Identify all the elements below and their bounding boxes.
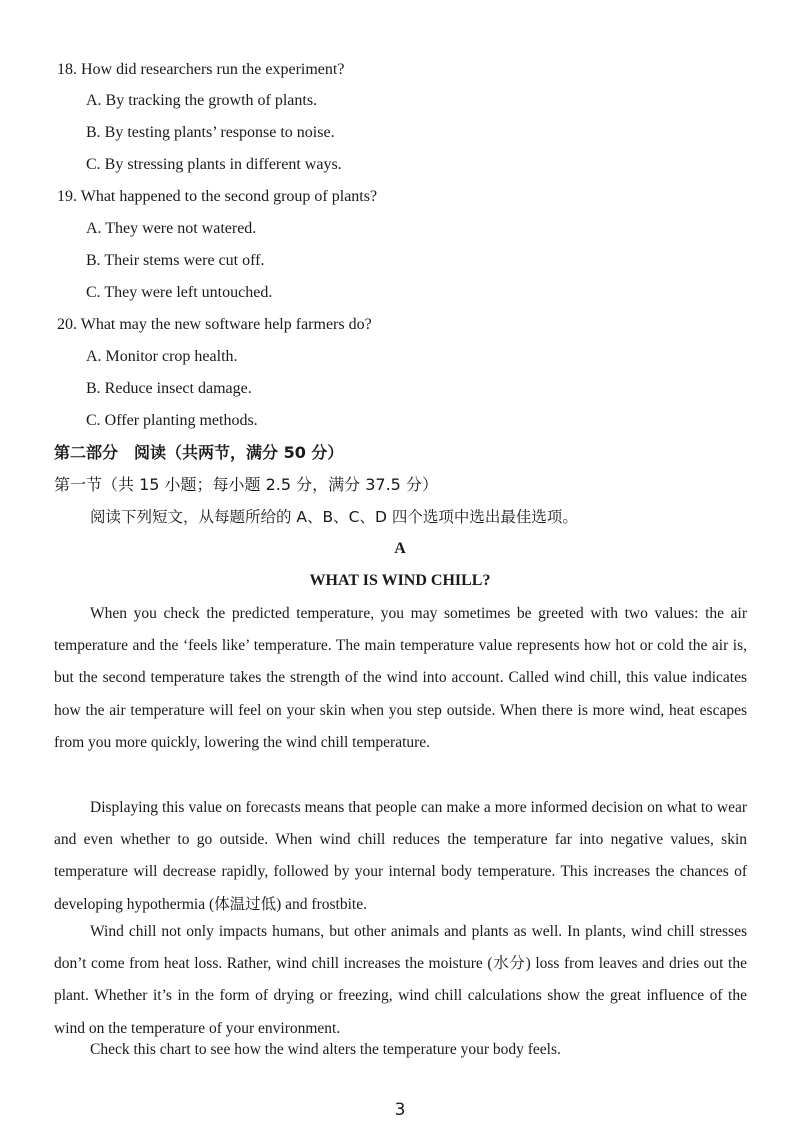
reading-instruction: 阅读下列短文，从每题所给的 A、B、C、D 四个选项中选出最佳选项。 — [90, 508, 578, 526]
passage-title: WHAT IS WIND CHILL? — [309, 572, 491, 589]
passage-paragraph-4: Check this chart to see how the wind alters the temperature your body feels. — [90, 1041, 561, 1058]
part-title: 第二部分 阅读（共两节，满分 50 分） — [54, 443, 344, 462]
passage-paragraph-2: Displaying this value on forecasts means that people can make a more informed decision on what to wear and even whether to go outside. When wind chill reduces the temperature far into negative values, skin temperature will decrease rapidly, followed by your internal body temperature. This increases the chances of developing hypothermia (体温过低) and frostbite. — [54, 799, 747, 913]
question-20-option-c: C. Offer planting methods. — [86, 412, 258, 429]
question-20-stem: 20. What may the new software help farmers do? — [57, 316, 372, 333]
question-19-option-a: A. They were not watered. — [86, 220, 257, 237]
question-18-option-b: B. By testing plants’ response to noise. — [86, 124, 335, 141]
question-19-option-b: B. Their stems were cut off. — [86, 252, 265, 269]
question-20-option-b: B. Reduce insect damage. — [86, 380, 252, 397]
question-18-option-c: C. By stressing plants in different ways. — [86, 156, 342, 173]
question-18-stem: 18. How did researchers run the experiment? — [57, 61, 345, 78]
passage-paragraph-1: When you check the predicted temperature, you may sometimes be greeted with two values: the air temperature and the ‘feels like’ temperature. The main temperature value represents how hot or cold the air is, but the second temperature takes the strength of the wind into account. Called wind chill, this value indicates how the air temperature will feel on your skin when you step outside. When there is more wind, heat escapes from you more quickly, lowering the wind chill temperature. — [54, 605, 747, 751]
subsection-title: 第一节（共 15 小题；每小题 2.5 分，满分 37.5 分） — [54, 475, 438, 494]
question-20-option-a: A. Monitor crop health. — [86, 348, 238, 365]
passage-label: A — [394, 540, 406, 557]
question-18-option-a: A. By tracking the growth of plants. — [86, 92, 318, 109]
question-19-option-c: C. They were left untouched. — [86, 284, 273, 301]
passage-paragraph-3: Wind chill not only impacts humans, but other animals and plants as well. In plants, wind chill stresses don’t come from heat loss. Rather, wind chill increases the moisture (水分) loss from leaves and dries out the plant. Whether it’s in the form of drying or freezing, wind chill calculations show the great influence of the wind on the temperature of your environment. — [54, 923, 747, 1037]
page-number: 3 — [394, 1100, 406, 1120]
question-19-stem: 19. What happened to the second group of plants? — [57, 188, 378, 205]
